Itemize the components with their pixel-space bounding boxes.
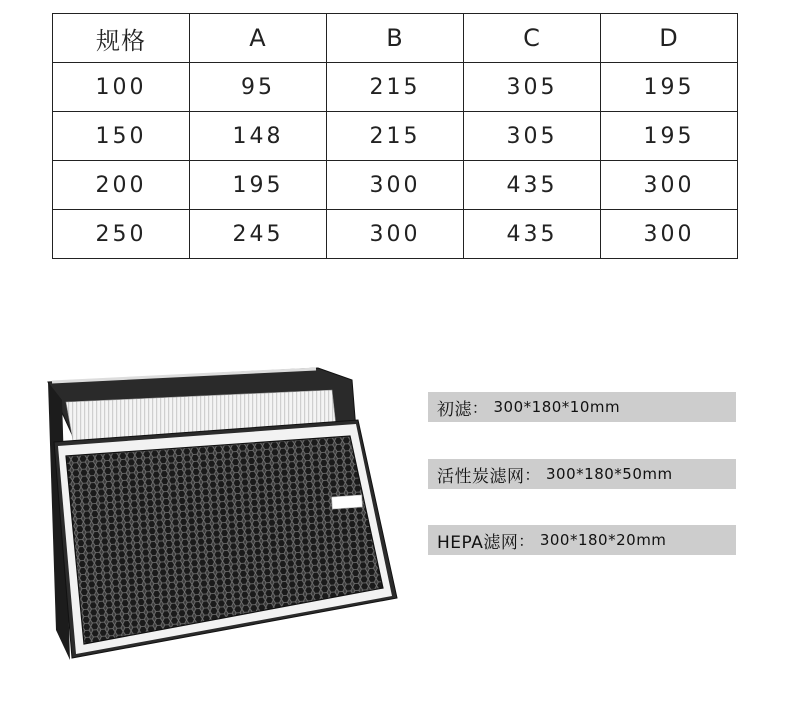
filter-size: 300*180*10mm xyxy=(493,398,621,416)
filter-pull-tab xyxy=(332,495,363,509)
table-cell: 100 xyxy=(53,63,190,112)
filter-name: 活性炭滤网 xyxy=(437,466,525,487)
table-cell: 250 xyxy=(53,210,190,259)
label-pre-filter xyxy=(428,392,736,422)
table-cell: 95 xyxy=(190,63,327,112)
filter-sep: ： xyxy=(524,465,541,484)
filter-product-photo xyxy=(40,360,410,670)
table-cell: 195 xyxy=(601,63,738,112)
header-cell: D xyxy=(601,14,738,63)
table-cell: 150 xyxy=(53,112,190,161)
filter-name: HEPA滤网 xyxy=(437,532,519,553)
table-cell: 435 xyxy=(464,161,601,210)
table-cell: 215 xyxy=(327,63,464,112)
filter-name: 初滤 xyxy=(437,399,472,420)
table-header-row xyxy=(53,14,738,63)
table-cell: 200 xyxy=(53,161,190,210)
header-cell: A xyxy=(190,14,327,63)
filter-sep: ： xyxy=(518,531,534,550)
table-cell: 305 xyxy=(464,112,601,161)
table-row xyxy=(53,63,738,112)
table-row xyxy=(53,210,738,259)
table-cell: 305 xyxy=(464,63,601,112)
label-carbon-filter xyxy=(428,459,736,489)
header-cell: B xyxy=(327,14,464,63)
table-cell: 300 xyxy=(601,210,738,259)
table-cell: 300 xyxy=(327,161,464,210)
filter-sep: ： xyxy=(472,398,488,417)
table-cell: 300 xyxy=(601,161,738,210)
header-cell: 规格 xyxy=(53,14,190,63)
table-cell: 435 xyxy=(464,210,601,259)
table-cell: 245 xyxy=(190,210,327,259)
table-cell: 195 xyxy=(190,161,327,210)
carbon-mesh xyxy=(66,436,383,644)
table-row xyxy=(53,161,738,210)
table-cell: 148 xyxy=(190,112,327,161)
table-cell: 195 xyxy=(601,112,738,161)
filter-size: 300*180*50mm xyxy=(546,465,673,483)
label-hepa-filter xyxy=(428,525,736,555)
table-row xyxy=(53,112,738,161)
header-cell: C xyxy=(464,14,601,63)
filter-size: 300*180*20mm xyxy=(539,531,667,549)
spec-table xyxy=(52,13,738,259)
table-cell: 215 xyxy=(327,112,464,161)
table-cell: 300 xyxy=(327,210,464,259)
